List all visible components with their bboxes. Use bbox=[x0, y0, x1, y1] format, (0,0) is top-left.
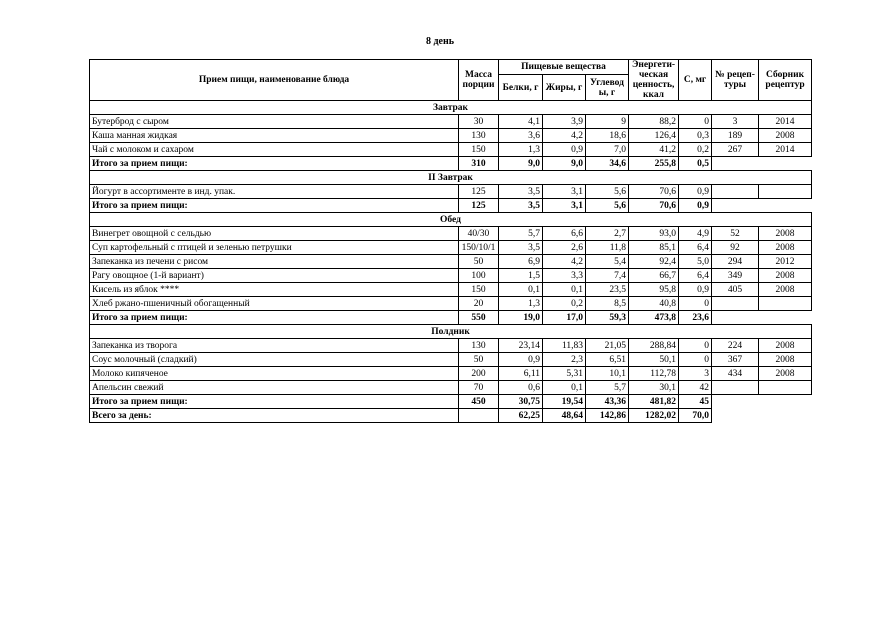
section-name: Завтрак bbox=[90, 101, 812, 115]
energy-value: 30,1 bbox=[629, 381, 679, 395]
table-row bbox=[90, 227, 812, 241]
table-row bbox=[90, 353, 812, 367]
energy-value: 95,8 bbox=[629, 283, 679, 297]
vitc-value: 0 bbox=[679, 339, 712, 353]
total-vitc: 0,9 bbox=[679, 199, 712, 213]
dish-name: Соус молочный (сладкий) bbox=[90, 353, 459, 367]
carbs-value: 18,6 bbox=[586, 129, 629, 143]
recipe-number: 52 bbox=[712, 227, 759, 241]
fat-value: 0,1 bbox=[543, 381, 586, 395]
portion-mass: 150 bbox=[459, 143, 499, 157]
protein-value: 6,11 bbox=[499, 367, 543, 381]
recipe-number bbox=[712, 297, 759, 311]
energy-value: 92,4 bbox=[629, 255, 679, 269]
total-fat: 19,54 bbox=[543, 395, 586, 409]
table-row bbox=[90, 255, 812, 269]
total-fat: 9,0 bbox=[543, 157, 586, 171]
total-energy: 473,8 bbox=[629, 311, 679, 325]
fat-value: 0,1 bbox=[543, 283, 586, 297]
carbs-value: 5,6 bbox=[586, 185, 629, 199]
recipe-number: 3 bbox=[712, 115, 759, 129]
carbs-value: 8,5 bbox=[586, 297, 629, 311]
carbs-value: 9 bbox=[586, 115, 629, 129]
recipe-collection: 2008 bbox=[759, 241, 812, 255]
dish-name: Суп картофельный с птицей и зеленью петрушки bbox=[90, 241, 459, 255]
fat-value: 11,83 bbox=[543, 339, 586, 353]
fat-value: 3,3 bbox=[543, 269, 586, 283]
energy-value: 112,78 bbox=[629, 367, 679, 381]
protein-value: 0,9 bbox=[499, 353, 543, 367]
recipe-collection bbox=[759, 297, 812, 311]
carbs-value: 6,51 bbox=[586, 353, 629, 367]
vitc-value: 0,2 bbox=[679, 143, 712, 157]
protein-value: 3,6 bbox=[499, 129, 543, 143]
energy-value: 50,1 bbox=[629, 353, 679, 367]
protein-value: 0,1 bbox=[499, 283, 543, 297]
portion-mass: 50 bbox=[459, 255, 499, 269]
energy-value: 93,0 bbox=[629, 227, 679, 241]
dish-name: Кисель из яблок **** bbox=[90, 283, 459, 297]
fat-value: 6,6 bbox=[543, 227, 586, 241]
recipe-number: 189 bbox=[712, 129, 759, 143]
section-name: Полдник bbox=[90, 325, 812, 339]
header-carbs: Углевод ы, г bbox=[586, 75, 629, 101]
day-total-carbs: 142,86 bbox=[586, 409, 629, 423]
header-recipe: № рецеп-туры bbox=[712, 60, 759, 101]
empty-cell bbox=[712, 199, 759, 213]
table-row bbox=[90, 241, 812, 255]
table-row bbox=[90, 143, 812, 157]
portion-mass: 125 bbox=[459, 185, 499, 199]
header-protein: Белки, г bbox=[499, 75, 543, 101]
portion-mass: 70 bbox=[459, 381, 499, 395]
day-total-row bbox=[90, 409, 812, 423]
total-energy: 481,82 bbox=[629, 395, 679, 409]
dish-name: Запеканка из творога bbox=[90, 339, 459, 353]
protein-value: 1,3 bbox=[499, 297, 543, 311]
carbs-value: 11,8 bbox=[586, 241, 629, 255]
carbs-value: 23,5 bbox=[586, 283, 629, 297]
carbs-value: 7,4 bbox=[586, 269, 629, 283]
portion-mass: 130 bbox=[459, 339, 499, 353]
recipe-number bbox=[712, 185, 759, 199]
dish-name: Каша манная жидкая bbox=[90, 129, 459, 143]
header-vitc: С, мг bbox=[679, 60, 712, 101]
recipe-number: 267 bbox=[712, 143, 759, 157]
protein-value: 23,14 bbox=[499, 339, 543, 353]
vitc-value: 0 bbox=[679, 353, 712, 367]
total-row bbox=[90, 395, 812, 409]
carbs-value: 2,7 bbox=[586, 227, 629, 241]
portion-mass: 130 bbox=[459, 129, 499, 143]
empty-cell bbox=[759, 157, 812, 171]
dish-name: Апельсин свежий bbox=[90, 381, 459, 395]
empty-cell bbox=[759, 199, 812, 213]
empty-cell bbox=[759, 395, 812, 409]
fat-value: 0,9 bbox=[543, 143, 586, 157]
total-label: Итого за прием пищи: bbox=[90, 199, 459, 213]
vitc-value: 6,4 bbox=[679, 269, 712, 283]
recipe-collection: 2014 bbox=[759, 143, 812, 157]
header-fat: Жиры, г bbox=[543, 75, 586, 101]
total-protein: 30,75 bbox=[499, 395, 543, 409]
header-dish: Прием пищи, наименование блюда bbox=[90, 60, 459, 101]
energy-value: 288,84 bbox=[629, 339, 679, 353]
carbs-value: 10,1 bbox=[586, 367, 629, 381]
page-title: 8 день bbox=[425, 36, 455, 47]
energy-value: 88,2 bbox=[629, 115, 679, 129]
protein-value: 1,5 bbox=[499, 269, 543, 283]
vitc-value: 0 bbox=[679, 115, 712, 129]
carbs-value: 7,0 bbox=[586, 143, 629, 157]
empty-cell bbox=[759, 311, 812, 325]
portion-mass: 100 bbox=[459, 269, 499, 283]
vitc-value: 42 bbox=[679, 381, 712, 395]
protein-value: 1,3 bbox=[499, 143, 543, 157]
total-energy: 70,6 bbox=[629, 199, 679, 213]
portion-mass: 150 bbox=[459, 283, 499, 297]
energy-value: 41,2 bbox=[629, 143, 679, 157]
empty-cell bbox=[712, 157, 759, 171]
empty-cell bbox=[459, 409, 499, 423]
section-header bbox=[90, 325, 812, 339]
recipe-collection: 2008 bbox=[759, 353, 812, 367]
day-total-label: Всего за день: bbox=[90, 409, 459, 423]
recipe-collection: 2008 bbox=[759, 269, 812, 283]
recipe-collection: 2012 bbox=[759, 255, 812, 269]
total-row bbox=[90, 157, 812, 171]
empty-cell bbox=[712, 395, 759, 409]
recipe-number: 405 bbox=[712, 283, 759, 297]
menu-table bbox=[89, 59, 812, 423]
protein-value: 6,9 bbox=[499, 255, 543, 269]
vitc-value: 5,0 bbox=[679, 255, 712, 269]
vitc-value: 3 bbox=[679, 367, 712, 381]
carbs-value: 5,4 bbox=[586, 255, 629, 269]
empty-cell bbox=[712, 409, 759, 423]
table-row bbox=[90, 115, 812, 129]
total-fat: 3,1 bbox=[543, 199, 586, 213]
total-row bbox=[90, 311, 812, 325]
total-energy: 255,8 bbox=[629, 157, 679, 171]
fat-value: 2,3 bbox=[543, 353, 586, 367]
fat-value: 5,31 bbox=[543, 367, 586, 381]
total-label: Итого за прием пищи: bbox=[90, 395, 459, 409]
section-header bbox=[90, 213, 812, 227]
protein-value: 4,1 bbox=[499, 115, 543, 129]
portion-mass: 30 bbox=[459, 115, 499, 129]
portion-mass: 150/10/1 bbox=[459, 241, 499, 255]
total-mass: 310 bbox=[459, 157, 499, 171]
table-row bbox=[90, 297, 812, 311]
dish-name: Бутерброд с сыром bbox=[90, 115, 459, 129]
recipe-number: 294 bbox=[712, 255, 759, 269]
recipe-number: 92 bbox=[712, 241, 759, 255]
total-protein: 9,0 bbox=[499, 157, 543, 171]
fat-value: 4,2 bbox=[543, 255, 586, 269]
recipe-collection: 2008 bbox=[759, 283, 812, 297]
portion-mass: 20 bbox=[459, 297, 499, 311]
vitc-value: 0,3 bbox=[679, 129, 712, 143]
empty-cell bbox=[712, 311, 759, 325]
section-header bbox=[90, 171, 812, 185]
energy-value: 70,6 bbox=[629, 185, 679, 199]
protein-value: 5,7 bbox=[499, 227, 543, 241]
energy-value: 40,8 bbox=[629, 297, 679, 311]
total-label: Итого за прием пищи: bbox=[90, 157, 459, 171]
dish-name: Хлеб ржано-пшеничный обогащенный bbox=[90, 297, 459, 311]
section-name: II Завтрак bbox=[90, 171, 812, 185]
recipe-number: 224 bbox=[712, 339, 759, 353]
total-mass: 550 bbox=[459, 311, 499, 325]
fat-value: 3,1 bbox=[543, 185, 586, 199]
recipe-collection: 2008 bbox=[759, 367, 812, 381]
vitc-value: 0,9 bbox=[679, 283, 712, 297]
total-carbs: 59,3 bbox=[586, 311, 629, 325]
header-energy: Энергети-ческая ценность, ккал bbox=[629, 60, 679, 101]
vitc-value: 0,9 bbox=[679, 185, 712, 199]
table-row bbox=[90, 269, 812, 283]
dish-name: Чай с молоком и сахаром bbox=[90, 143, 459, 157]
fat-value: 4,2 bbox=[543, 129, 586, 143]
total-protein: 19,0 bbox=[499, 311, 543, 325]
total-carbs: 43,36 bbox=[586, 395, 629, 409]
portion-mass: 40/30 bbox=[459, 227, 499, 241]
energy-value: 85,1 bbox=[629, 241, 679, 255]
total-row bbox=[90, 199, 812, 213]
fat-value: 3,9 bbox=[543, 115, 586, 129]
total-vitc: 23,6 bbox=[679, 311, 712, 325]
menu-body bbox=[90, 101, 812, 423]
fat-value: 0,2 bbox=[543, 297, 586, 311]
energy-value: 126,4 bbox=[629, 129, 679, 143]
table-row bbox=[90, 283, 812, 297]
total-carbs: 5,6 bbox=[586, 199, 629, 213]
recipe-collection: 2008 bbox=[759, 129, 812, 143]
carbs-value: 21,05 bbox=[586, 339, 629, 353]
total-mass: 450 bbox=[459, 395, 499, 409]
section-header bbox=[90, 101, 812, 115]
recipe-collection bbox=[759, 381, 812, 395]
day-total-vitc: 70,0 bbox=[679, 409, 712, 423]
total-vitc: 45 bbox=[679, 395, 712, 409]
table-row bbox=[90, 185, 812, 199]
table-row bbox=[90, 129, 812, 143]
recipe-collection: 2014 bbox=[759, 115, 812, 129]
recipe-number: 434 bbox=[712, 367, 759, 381]
fat-value: 2,6 bbox=[543, 241, 586, 255]
total-label: Итого за прием пищи: bbox=[90, 311, 459, 325]
energy-value: 66,7 bbox=[629, 269, 679, 283]
empty-cell bbox=[759, 409, 812, 423]
section-name: Обед bbox=[90, 213, 812, 227]
protein-value: 3,5 bbox=[499, 185, 543, 199]
dish-name: Запеканка из печени с рисом bbox=[90, 255, 459, 269]
total-fat: 17,0 bbox=[543, 311, 586, 325]
recipe-collection: 2008 bbox=[759, 339, 812, 353]
day-total-fat: 48,64 bbox=[543, 409, 586, 423]
recipe-number: 367 bbox=[712, 353, 759, 367]
dish-name: Молоко кипяченое bbox=[90, 367, 459, 381]
total-carbs: 34,6 bbox=[586, 157, 629, 171]
carbs-value: 5,7 bbox=[586, 381, 629, 395]
recipe-collection bbox=[759, 185, 812, 199]
dish-name: Йогурт в ассортименте в инд. упак. bbox=[90, 185, 459, 199]
protein-value: 3,5 bbox=[499, 241, 543, 255]
day-total-protein: 62,25 bbox=[499, 409, 543, 423]
portion-mass: 50 bbox=[459, 353, 499, 367]
table-row bbox=[90, 381, 812, 395]
table-row bbox=[90, 339, 812, 353]
vitc-value: 6,4 bbox=[679, 241, 712, 255]
total-mass: 125 bbox=[459, 199, 499, 213]
header-nutrients: Пищевые вещества bbox=[499, 60, 629, 75]
vitc-value: 0 bbox=[679, 297, 712, 311]
portion-mass: 200 bbox=[459, 367, 499, 381]
recipe-number: 349 bbox=[712, 269, 759, 283]
dish-name: Винегрет овощной с сельдью bbox=[90, 227, 459, 241]
protein-value: 0,6 bbox=[499, 381, 543, 395]
recipe-number bbox=[712, 381, 759, 395]
table-row bbox=[90, 367, 812, 381]
day-total-energy: 1282,02 bbox=[629, 409, 679, 423]
header-mass: Масса порции bbox=[459, 60, 499, 101]
header-collection: Сборник рецептур bbox=[759, 60, 812, 101]
vitc-value: 4,9 bbox=[679, 227, 712, 241]
recipe-collection: 2008 bbox=[759, 227, 812, 241]
total-vitc: 0,5 bbox=[679, 157, 712, 171]
dish-name: Рагу овощное (1-й вариант) bbox=[90, 269, 459, 283]
total-protein: 3,5 bbox=[499, 199, 543, 213]
